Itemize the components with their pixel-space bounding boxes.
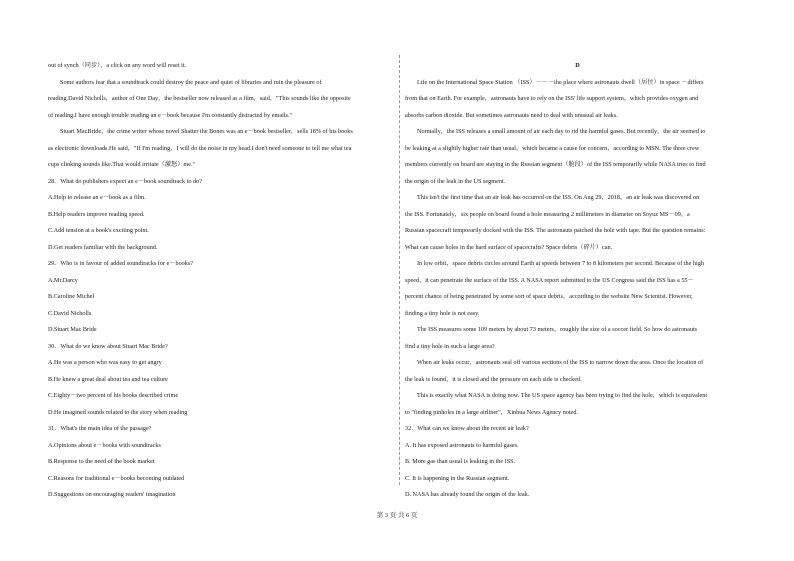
text-line: 28．What do publishers expect an e－book soundtrack to do? [48, 177, 202, 185]
text-line: The ISS measures some 109 meters by about 73 meters，roughly the size of a soccer field. So how do astronauts [417, 326, 698, 333]
text-line: Life on the International Space Station （ISS）－－－the place where astronauts dwell（居住）in space －differs [417, 78, 704, 86]
text-line: C.Eighty－two percent of his books described crime [48, 392, 179, 399]
text-line: absorbs carbon dioxide. But sometimes astronauts need to deal with unusual air leaks. [405, 111, 618, 119]
text-line: A.Mr.Darcy [48, 276, 78, 284]
text-line: 32．What can we know about the recent air leak? [405, 425, 529, 432]
text-line: the leak is found，it is closed and the pressure on each side is checked. [405, 375, 582, 383]
passage-heading: D [575, 62, 580, 69]
text-line: from that on Earth. For example，astronauts have to rely on the ISS' life support system，which provides oxygen and [405, 95, 699, 102]
text-line: 31．What's the main idea of the passage? [48, 425, 152, 432]
right-column [405, 58, 750, 504]
text-line: be leaking at a slightly higher rate than usual，which became a cause for concern，according to MSN. The three crew [405, 144, 700, 152]
text-line: This is exactly what NASA is doing now. The US space agency has been trying to find the hole，which is equivalent [417, 392, 708, 399]
text-line: reading.David Nicholls，author of One Day，the bestseller now released as a film，said，"This sounds like the opposite [48, 95, 351, 102]
text-line: 30．What do we know about Stuart Mac Bride? [48, 342, 168, 350]
text-line: percent chance of being penetrated by some sort of space debris，according to the website New Scientist. However, [405, 293, 693, 300]
text-line: Russian spacecraft temporarily docked with the ISS. The astronauts patched the hole with tape. But the question remains: [405, 227, 706, 234]
text-line: Some authors fear that a soundtrack could destroy the peace and quiet of libraries and ruin the pleasure of [60, 78, 322, 86]
text-line: Normally，the ISS releases a small amount of air each day to rid the harmful gases. But recently，the air seemed to [417, 128, 706, 135]
column-divider [399, 55, 400, 485]
text-line: A. It has exposed astronauts to harmful gases. [405, 441, 519, 449]
text-line: D.Get readers familiar with the background. [48, 243, 158, 251]
text-line: C.Add tension at a book's exciting point. [48, 227, 149, 234]
text-line: B.Caroline Michel [48, 293, 95, 300]
text-line: out of synch（同步），a click on any word will reset it. [48, 62, 187, 69]
text-line: A.Help to release an e－book as a film. [48, 194, 146, 201]
text-line: A.He was a person who was easy to get angry [48, 359, 162, 366]
text-line: B. More gas than usual is leaking in the ISS. [405, 458, 516, 465]
text-line: 29．Who is in favour of added soundtracks for e－books? [48, 260, 194, 267]
text-line: B.Help readers improve reading speed. [48, 210, 145, 218]
page-number: 第 3 页 共 6 页 [376, 512, 418, 519]
text-line: Stuart MacBride，the crime writer whose novel Shatter the Bones was an e－book bestseller，sells 18% of his books [60, 128, 353, 135]
text-line: C.Reasons for traditional e－books becoming outdated [48, 474, 185, 482]
text-line: D.Suggestions on encouraging readers' imagination [48, 491, 176, 498]
left-column [48, 58, 393, 504]
text-line: D.Stuart Mac Bride [48, 326, 97, 333]
text-line: What can cause holes in the hard surface of spacecrafts? Space debris（碎片）can. [405, 243, 613, 251]
text-line: D. NASA has already found the origin of the leak. [405, 491, 530, 498]
text-line: members currently on board are staying in the Russian segment（舱段）of the ISS temporarily while NASA tries to find [405, 161, 706, 168]
text-line: the origin of the leak in the US segment. [405, 177, 506, 185]
text-line: C. It is happening in the Russian segment. [405, 474, 510, 482]
text-line: C.David Nicholls [48, 309, 92, 317]
text-line: as electronic downloads.He said，"If I'm reading，I will do the noise in my head.I don't need someone to tell me what tea [48, 144, 352, 152]
text-line: A.Opinions about e－books with soundtracks [48, 441, 161, 449]
text-line: speed，it can penetrate the surface of the ISS. A NASA report submitted to the US Congress said the ISS has a 55－ [405, 276, 694, 284]
text-line: When air leaks occur，astronauts seal off various sections of the ISS to narrow down the area. Once the location of [417, 359, 704, 366]
text-line: B.He knew a great deal about tea and tea culture [48, 375, 168, 383]
text-line: finding a tiny hole is not easy. [405, 309, 480, 317]
text-line: In low orbit，space debris circles around Earth at speeds between 7 to 8 kilometers per second. Because of the high [417, 260, 704, 267]
text-line: find a tiny hole in such a large area? [405, 342, 495, 350]
text-line: D.He imagined sounds related to the story when reading [48, 408, 188, 416]
text-line: to "finding pinholes in a large airliner"，Xinhua News Agency noted. [405, 408, 578, 416]
text-line: This isn't the first time that an air leak has occurred on the ISS. On Aug 29，2018，an air leak was discovered on [417, 194, 700, 201]
text-line: of reading.I have enough trouble reading an e－book because I'm constantly distracted by emails." [48, 111, 293, 119]
text-line: cups clinking sounds like.That would irritate（激怒）me." [48, 161, 196, 168]
text-line: B.Response to the need of the book market [48, 458, 155, 465]
text-line: the ISS. Fortunately，six people on board found a hole measuring 2 millimeters in diameter on Soyuz MS－09，a [405, 210, 690, 218]
